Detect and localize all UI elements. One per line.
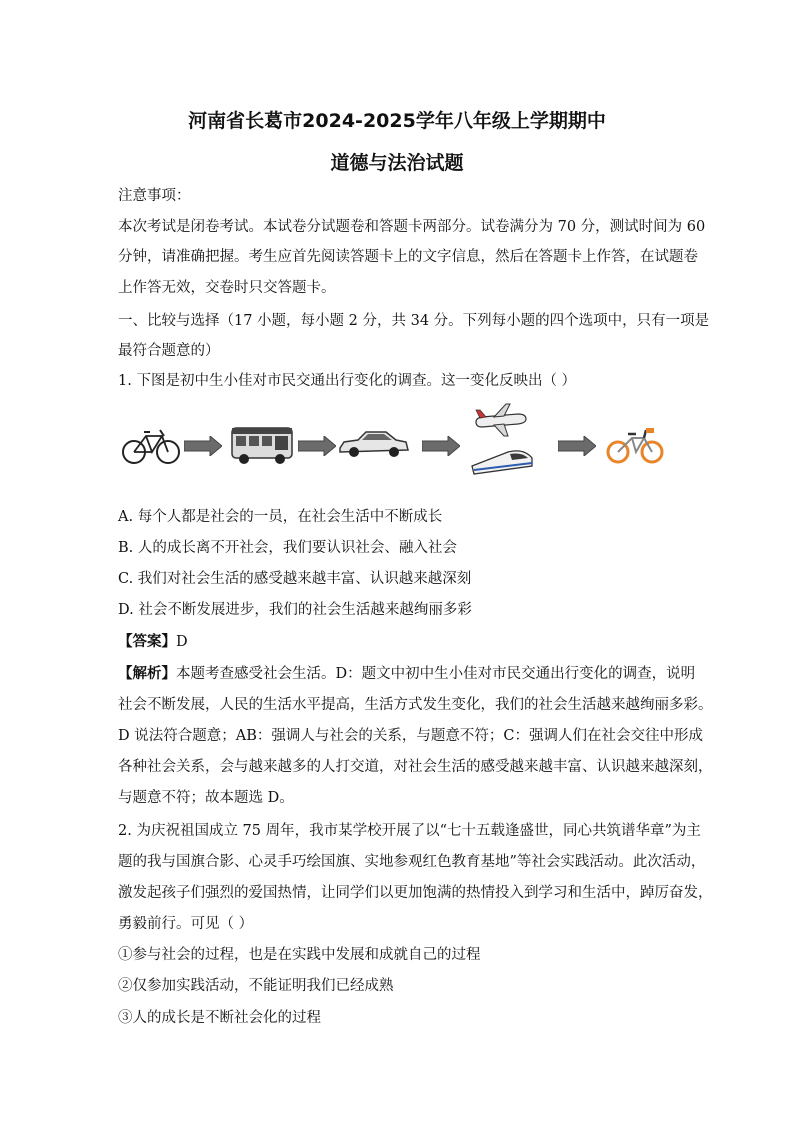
question-2-stem: 2. 为庆祝祖国成立 75 周年，我市某学校开展了以“七十五载逢盛世，同心共筑谱华章”为主 bbox=[118, 823, 701, 839]
arrow-icon bbox=[184, 436, 222, 456]
answer-line bbox=[118, 632, 678, 652]
exam-title: 河南省长葛市2024-2025学年八年级上学期期中 bbox=[188, 110, 606, 132]
statement-2: ②仅参加实践活动，不能证明我们已经成熟 bbox=[118, 978, 394, 994]
question-2-stem: 勇毅前行。可见（ ） bbox=[118, 916, 254, 932]
notice-line: 本次考试是闭卷考试。本试卷分试题卷和答题卡两部分。试卷满分为 70 分，测试时间为 60 bbox=[118, 219, 706, 235]
arrow-icon bbox=[298, 436, 336, 456]
option-d: D. 社会不断发展进步，我们的社会生活越来越绚丽多彩 bbox=[118, 602, 472, 618]
exam-subtitle: 道德与法治试题 bbox=[330, 152, 464, 174]
question-1-stem: 1. 下图是初中生小佳对市民交通出行变化的调查。这一变化反映出（ ） bbox=[118, 373, 577, 389]
notice-line: 分钟，请准确把握。考生应首先阅读答题卡上的文字信息，然后在答题卡上作答，在试题卷 bbox=[118, 249, 698, 265]
analysis-line: 各种社会关系，会与越来越多的人打交道，对社会生活的感受越来越丰富、认识越来越深刻， bbox=[118, 759, 713, 775]
notice-heading: 注意事项： bbox=[118, 188, 191, 204]
answer-value: D bbox=[176, 634, 188, 650]
analysis-line bbox=[118, 664, 696, 684]
car-icon bbox=[338, 428, 410, 460]
statement-1: ①参与社会的过程，也是在实践中发展和成就自己的过程 bbox=[118, 947, 481, 963]
question-2-stem: 题的我与国旗合影、心灵手巧绘国旗、实地参观红色教育基地”等社会实践活动。此次活动， bbox=[118, 854, 706, 870]
analysis-line: 社会不断发展，人民的生活水平提高，生活方式发生变化，我们的社会生活越来越绚丽多彩。 bbox=[118, 697, 713, 713]
section-heading: 一、比较与选择（17 小题，每小题 2 分，共 34 分。下列每小题的四个选项中，只有一项是 bbox=[118, 313, 710, 329]
option-c: C. 我们对社会生活的感受越来越丰富、认识越来越深刻 bbox=[118, 571, 472, 587]
train-icon bbox=[470, 444, 534, 478]
analysis-line: D 说法符合题意；AB：强调人与社会的关系，与题意不符；C：强调人们在社会交往中形成 bbox=[118, 728, 703, 744]
analysis-label: 【解析】 bbox=[118, 666, 176, 682]
airplane-icon bbox=[472, 402, 528, 440]
option-b: B. 人的成长离不开社会，我们要认识社会、融入社会 bbox=[118, 540, 457, 556]
bicycle-icon bbox=[122, 426, 180, 466]
section-heading-cont: 最符合题意的） bbox=[118, 343, 220, 359]
analysis-text: 本题考查感受社会生活。D：题文中初中生小佳对市民交通出行变化的调查，说明 bbox=[176, 666, 696, 682]
answer-label: 【答案】 bbox=[118, 634, 176, 650]
shared-bike-icon bbox=[606, 424, 664, 466]
bus-icon bbox=[230, 424, 294, 466]
question-2-stem: 激发起孩子们强烈的爱国热情，让同学们以更加饱满的热情投入到学习和生活中，踔厉奋发， bbox=[118, 885, 713, 901]
statement-3: ③人的成长是不断社会化的过程 bbox=[118, 1010, 321, 1026]
analysis-line: 与题意不符；故本题选 D。 bbox=[118, 790, 294, 806]
arrow-icon bbox=[558, 436, 596, 456]
notice-line: 上作答无效，交卷时只交答题卡。 bbox=[118, 280, 336, 296]
option-a: A. 每个人都是社会的一员，在社会生活中不断成长 bbox=[118, 509, 443, 525]
arrow-icon bbox=[422, 436, 460, 456]
transport-figure bbox=[118, 400, 678, 482]
